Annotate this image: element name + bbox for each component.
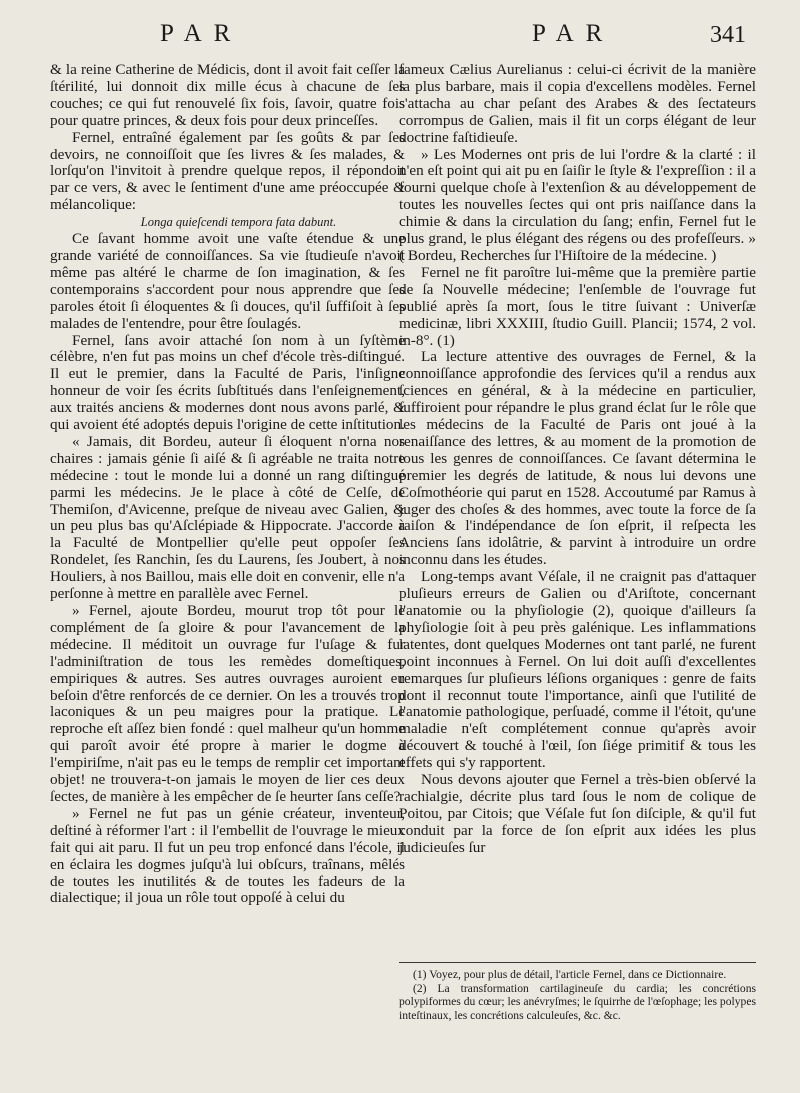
paragraph: Fernel, entraîné également par ſes goûts & par ſes devoirs, ne connoiſſoit que ſes livres & ſes malades, & lorſqu'on l'invitoit à prendre quelque repos, il répondoit par ce vers, & avec le ſentiment d'une ame préoccupée & mélancolique: — [50, 128, 405, 214]
footnote-2: (2) La transformation cartilagineuſe du cardia; les concrétions polypiformes du cœur; les anévryſmes; le ſquirrhe de l'œſophage; les polypes inteſtinaux, les concrétions calculeuſes, &c. &c. — [399, 981, 756, 1022]
footnotes — [399, 968, 756, 1022]
paragraph: fameux Cælius Aurelianus : celui-ci écrivit de la manière la plus barbare, mais il copia d'excellens modèles. Fernel s'attacha au char peſant des Arabes & des ſectateurs corrompus de Galien, mais il fit un corps élégant de leur doctrine faſtidieuſe. — [399, 61, 756, 146]
footnote-1: (1) Voyez, pour plus de détail, l'article Fernel, dans ce Dictionnaire. — [413, 968, 727, 981]
paragraph: La lecture attentive des ouvrages de Fernel, & la connoiſſance approfondie des ſervices qu'il a rendus aux ſciences en général, & à la médecine en particulier, ſuffiroient pour répandre le plus grand éclat ſur le rôle que les médecins de la Faculté de Paris ont joué à la renaiſſance des lettres, & au moment de la promotion de tous les genres de connoiſſances. Ce ſavant détermina le premier les degrés de latitude, & nous lui devons une Coſmothéorie qui parut en 1528. Accoutumé par Ramus à juger des choſes & des hommes, avec toute la force de ſa raiſon & l'indépendance de ſon eſprit, il reſpecta les Anciens ſans idolâtrie, & parvint à introduire un ordre inconnu dans les études. — [399, 348, 756, 569]
paragraph: Long-temps avant Véſale, il ne craignit pas d'attaquer pluſieurs erreurs de Galien ou d'Ariſtote, concernant l'anatomie ou la phyſiologie (2), quoique d'ailleurs ſa phyſiologie ſoit à peu près galénique. Les inflammations latentes, dont quelques Modernes ont tant parlé, ne furent point inconnues à Fernel. On lui doit auſſi d'excellentes remarques ſur pluſieurs léſions organiques : genre de faits dont il reconnut toute l'importance, ainſi que l'utilité de l'anatomie pathologique, perſuadé, comme il l'étoit, qu'une maladie n'eſt complétement connue qu'après avoir découvert & touché à l'œil, ſon ſiége primitif & tous les effets qui s'y rapportent. — [399, 568, 756, 772]
latin-epigraph: Longa quieſcendi tempora fata dabunt. — [140, 215, 337, 230]
paragraph: Ce ſavant homme avoit une vaſte étendue & une grande variété de connoiſſances. Sa vie ſtudieuſe n'avoit même pas altéré le charme de ſon imagination, & ſes contemporains s'accordent pour nous apprendre que ſes paroles étoit ſi éloquentes & ſi douces, qu'il ſuffiſoit à ſes malades de l'entendre, pour être ſoulagés. — [50, 230, 405, 332]
left-running-head: PAR — [160, 20, 243, 47]
paragraph: « Jamais, dit Bordeu, auteur ſi éloquent n'orna nos chaires : jamais génie ſi aiſé & ſi agréable ne traita notre médecine : tout le monde lui a donné un rang diſtingué parmi les médecins. Je le place à côté de Celſe, de Themiſon, d'Avicenne, preſque de niveau avec Galien, & un peu plus bas qu'Aſclépiade & Hippocrate. J'accorde à la Faculté de Montpellier qu'elle peut oppoſer ſes Rondelet, ſes Ranchin, ſes du Laurens, ſes Joubert, à nos Houliers, à nos Baillou, mais elle doit en convenir, elle n'a perſonne à mettre en parallèle avec Fernel. — [50, 432, 405, 603]
paragraph: » Fernel, ajoute Bordeu, mourut trop tôt pour le complément de ſa gloire & pour l'avancement de la médecine. Il méditoit un ouvrage fur l'uſage & fur l'adminiſtration de tous les remèdes domeſtiques, empiriques & autres. Ses autres ouvrages auroient eu beſoin d'être renforcés de ce dernier. On les a trouvés trop laconiques & un peu maigres pour la pratique. Le reproche eſt aſſez bien fondé : quel malheur qu'un homme qui paroît avoir été propre à marier le dogme à l'empiriſme, n'ait pas eu le temps de remplir cet important objet! ne trouvera-t-on jamais le moyen de lier ces deux ſectes, de manière à les empêcher de ſe heurter ſans ceſſe? — [50, 602, 405, 805]
paragraph: Nous devons ajouter que Fernel a très-bien obſervé la rachialgie, décrite plus tard ſous le nom de colique de Poitou, par Citois; que Véſale fut ſon diſciple, & qu'il fut conduit par la force de ſon eſprit aux idées les plus judicieuſes ſur — [399, 771, 756, 856]
running-header — [0, 18, 800, 52]
paragraph: » Les Modernes ont pris de lui l'ordre & la clarté : il n'en eſt point qui ait pu en ſaiſir le ſtyle & l'expreſſion : il a fourni quelque choſe à l'extenſion & au développement de toutes les nouvelles ſectes qui ont pris naiſſance dans la chimie & dans la circulation du ſang; enfin, Fernel fut le plus grand, le plus élégant des régens ou des profeſſeurs. » ( Bordeu, Recherches ſur l'Hiſtoire de la médecine. ) — [399, 145, 756, 264]
paragraph: & la reine Catherine de Médicis, dont il avoit fait ceſſer la ſtérilité, lui donnoit dix mille écus à chacune de ſes couches; ce qui fut renouvelé ſix fois, ſavoir, quatre fois pour quatre princes, & deux fois pour deux princeſſes. — [50, 61, 405, 129]
right-column — [399, 62, 756, 857]
footnote-rule — [399, 962, 756, 963]
left-column — [50, 62, 405, 907]
paragraph: » Fernel ne fut pas un génie créateur, inventeur, deſtiné à réformer l'art : il l'embellit de l'ouvrage le mieux fait qui ait paru. Il fut un peu trop enfoncé dans l'école, il en éclaira les dogmes juſqu'à lui obſcurs, traînans, mêlés de toutes les inutilités & de toutes les fadeurs de la dialectique; il joua un rôle tout oppoſé à celui du — [50, 804, 405, 907]
paragraph: Fernel ne fit paroître lui-même que la première partie de ſa Nouvelle médecine; l'enſemble de l'ouvrage fut publié après ſa mort, ſous le titre ſuivant : Univerſæ medicinæ, libri XXXIII, ſtudio Guill. Plancii; 1574, 2 vol. in-8°. (1) — [399, 263, 756, 349]
page-number: 341 — [710, 22, 746, 48]
right-running-head: PAR — [532, 20, 615, 47]
paragraph: Fernel, ſans avoir attaché ſon nom à un ſyſtème célèbre, n'en fut pas moins un chef d'école très-diſtingué. Il eut le premier, dans la Faculté de Paris, l'inſigne honneur de voir ſes écrits ſubſtitués dans l'enſeignement, aux traités anciens & modernes dont nous avons parlé, & qui avoient été adoptés depuis l'origine de cette inſtitution. — [50, 331, 405, 434]
